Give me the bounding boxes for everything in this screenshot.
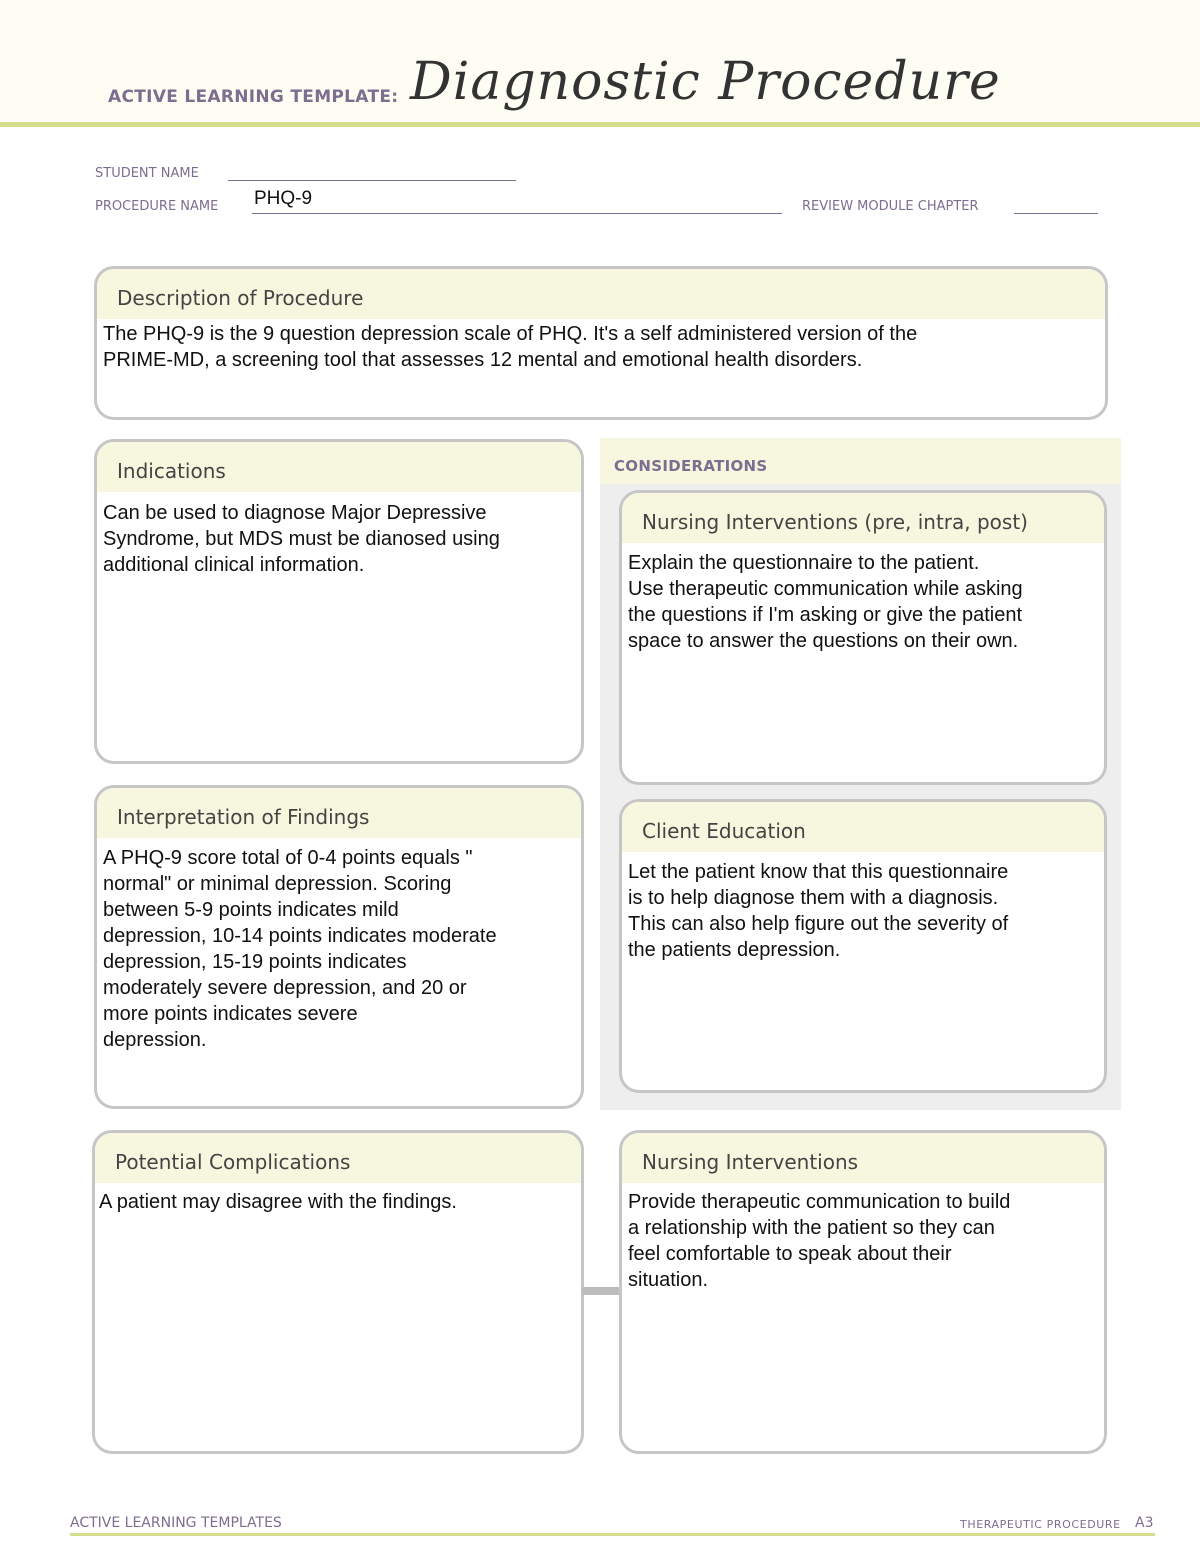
description-text[interactable]: The PHQ-9 is the 9 question depression scale of PHQ. It's a self administered version of the PRIME-MD, a screening tool that assesses 12 mental and emotional health disorders.: [103, 323, 918, 371]
procedure-name-value: PHQ-9: [254, 188, 313, 209]
footer-left: ACTIVE LEARNING TEMPLATES: [70, 1515, 282, 1531]
footer-right: THERAPEUTIC PROCEDURE: [960, 1518, 1121, 1531]
description-title: Description of Procedure: [97, 269, 1105, 319]
nursing-interventions-pip-title: Nursing Interventions (pre, intra, post): [622, 493, 1104, 543]
client-education-text[interactable]: Let the patient know that this questionnaire is to help diagnose them with a diagnosis. This can also help figure out the severity of the patients depression.: [628, 861, 1009, 961]
interpretation-text[interactable]: A PHQ-9 score total of 0-4 points equals " normal" or minimal depression. Scoring between 5-9 points indicates mild depression, 10-14 points indicates moderate depression, 15-19 points indicates moderately severe depression, and 20 or more points indicates severe depression.: [103, 847, 497, 1051]
review-module-field[interactable]: [1014, 213, 1098, 214]
procedure-name-field[interactable]: [252, 213, 782, 214]
indications-text[interactable]: Can be used to diagnose Major Depressive Syndrome, but MDS must be dianosed using additional clinical information.: [103, 502, 500, 576]
review-module-label: REVIEW MODULE CHAPTER: [802, 199, 979, 214]
nursing-interventions-text[interactable]: Provide therapeutic communication to build a relationship with the patient so they can feel comfortable to speak about their situation.: [628, 1191, 1011, 1291]
potential-complications-title: Potential Complications: [95, 1133, 581, 1183]
interpretation-title: Interpretation of Findings: [97, 788, 581, 838]
page-title: Diagnostic Procedure: [410, 52, 1001, 112]
indications-box: [94, 439, 584, 764]
student-name-field[interactable]: [228, 180, 516, 181]
connector-bar: [582, 1287, 622, 1295]
header-rule: [0, 122, 1200, 127]
indications-title: Indications: [97, 442, 581, 492]
description-box: [94, 266, 1108, 420]
potential-complications-text[interactable]: A patient may disagree with the findings.: [99, 1191, 457, 1213]
client-education-title: Client Education: [622, 802, 1104, 852]
potential-complications-box: [92, 1130, 584, 1454]
nursing-interventions-pip-text[interactable]: Explain the questionnaire to the patient. Use therapeutic communication while asking the questions if I'm asking or give the patient space to answer the questions on their own.: [628, 552, 1023, 652]
procedure-name-label: PROCEDURE NAME: [95, 199, 219, 214]
nursing-interventions-box: [619, 1130, 1107, 1454]
footer-rule: [70, 1533, 1155, 1536]
nursing-interventions-title: Nursing Interventions: [622, 1133, 1104, 1183]
template-label: ACTIVE LEARNING TEMPLATE:: [108, 87, 399, 107]
student-name-label: STUDENT NAME: [95, 166, 199, 181]
footer-page-number: A3: [1135, 1515, 1154, 1531]
client-education-box: [619, 799, 1107, 1093]
nursing-interventions-pip-box: [619, 490, 1107, 785]
considerations-label: CONSIDERATIONS: [614, 457, 768, 475]
interpretation-box: [94, 785, 584, 1109]
